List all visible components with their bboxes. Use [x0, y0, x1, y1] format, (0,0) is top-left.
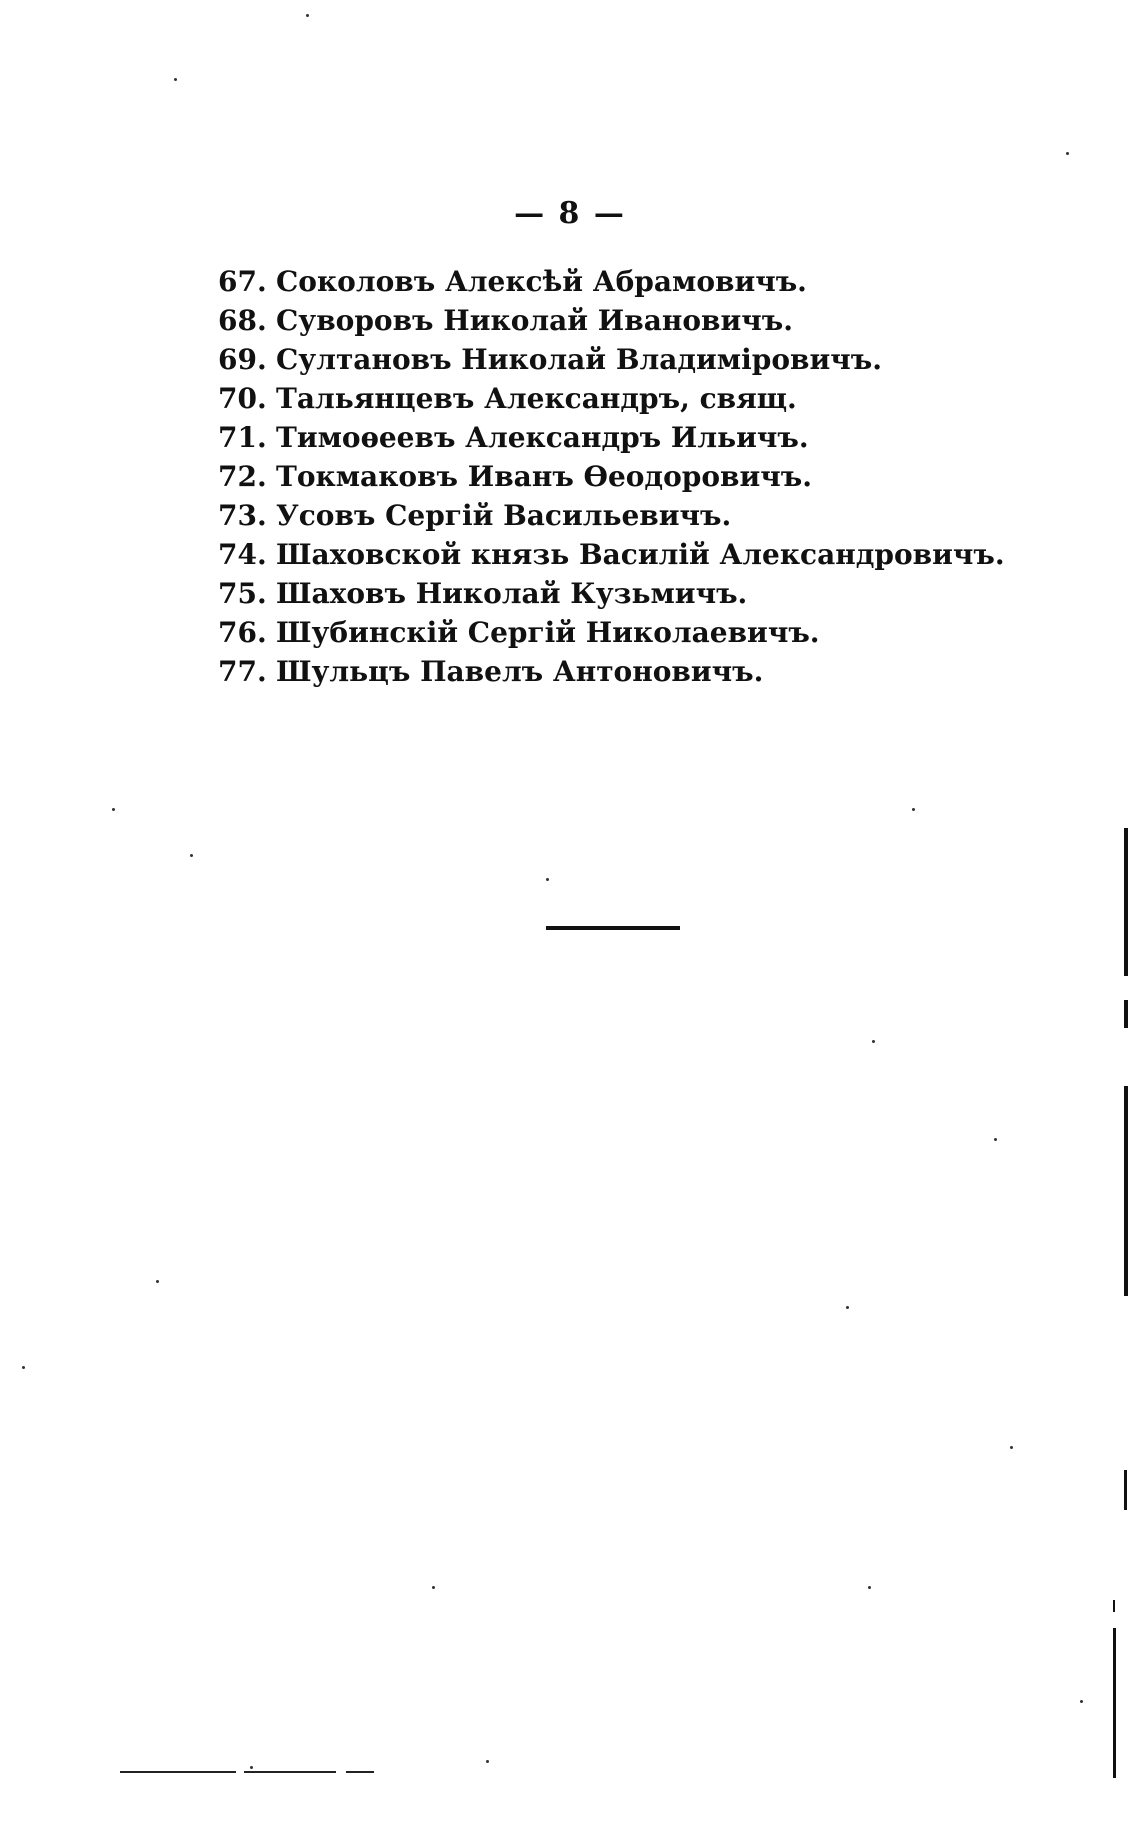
list-item: [218, 301, 1005, 340]
entry-number: 74.: [218, 538, 267, 571]
entry-name: Суворовъ Николай Ивановичъ.: [276, 304, 793, 337]
entry-name: Султановъ Николай Владиміровичъ.: [276, 343, 882, 376]
list-item: [218, 418, 1005, 457]
scan-foot-line: [244, 1771, 336, 1773]
entry-name: Шаховской князь Василій Александровичъ.: [276, 538, 1005, 571]
scan-speck: [872, 1040, 875, 1043]
scan-speck: [22, 1366, 25, 1369]
entry-number: 70.: [218, 382, 267, 415]
scan-speck: [174, 78, 177, 81]
scan-speck: [912, 808, 915, 811]
list-item: [218, 574, 1005, 613]
scan-edge-mark: [1124, 828, 1128, 976]
scan-edge-mark: [1113, 1628, 1116, 1778]
scan-edge-mark: [1124, 1086, 1128, 1296]
entry-name: Токмаковъ Иванъ Ѳеодоровичъ.: [276, 460, 812, 493]
scan-speck: [868, 1586, 871, 1589]
entry-number: 67.: [218, 265, 267, 298]
entry-name: Шубинскій Сергій Николаевичъ.: [276, 616, 820, 649]
section-end-rule: [546, 926, 680, 930]
scan-speck: [994, 1138, 997, 1141]
entry-number: 76.: [218, 616, 267, 649]
entry-name: Шульцъ Павелъ Антоновичъ.: [276, 655, 764, 688]
name-list: [218, 262, 1005, 691]
page-number: — 8 —: [514, 196, 626, 231]
entry-number: 71.: [218, 421, 267, 454]
entry-name: Усовъ Сергій Васильевичъ.: [276, 499, 732, 532]
list-item: [218, 496, 1005, 535]
list-item: [218, 262, 1005, 301]
scan-speck: [432, 1586, 435, 1589]
entry-number: 69.: [218, 343, 267, 376]
entry-number: 72.: [218, 460, 267, 493]
scan-speck: [190, 854, 193, 857]
list-item: [218, 535, 1005, 574]
entry-number: 73.: [218, 499, 267, 532]
scan-speck: [486, 1760, 489, 1763]
entry-number: 75.: [218, 577, 267, 610]
scan-speck: [306, 14, 309, 17]
entry-name: Соколовъ Алексѣй Абрамовичъ.: [276, 265, 807, 298]
scan-speck: [250, 1766, 253, 1769]
entry-number: 68.: [218, 304, 267, 337]
list-item: [218, 379, 1005, 418]
list-item: [218, 652, 1005, 691]
scan-speck: [112, 808, 115, 811]
scan-edge-mark: [1124, 1470, 1127, 1510]
scan-speck: [1066, 152, 1069, 155]
scan-speck: [546, 878, 549, 881]
scan-speck: [1080, 1700, 1083, 1703]
entry-name: Тимоѳеевъ Александръ Ильичъ.: [276, 421, 809, 454]
scan-edge-mark: [1124, 1000, 1128, 1028]
list-item: [218, 340, 1005, 379]
scan-speck: [156, 1280, 159, 1283]
list-item: [218, 457, 1005, 496]
list-item: [218, 613, 1005, 652]
scan-edge-mark: [1113, 1600, 1115, 1612]
entry-name: Шаховъ Николай Кузьмичъ.: [276, 577, 748, 610]
scan-speck: [846, 1306, 849, 1309]
entry-name: Тальянцевъ Александръ, свящ.: [276, 382, 797, 415]
scan-foot-line: [120, 1771, 236, 1773]
entry-number: 77.: [218, 655, 267, 688]
scan-foot-line: [346, 1771, 374, 1773]
scan-speck: [1010, 1446, 1013, 1449]
